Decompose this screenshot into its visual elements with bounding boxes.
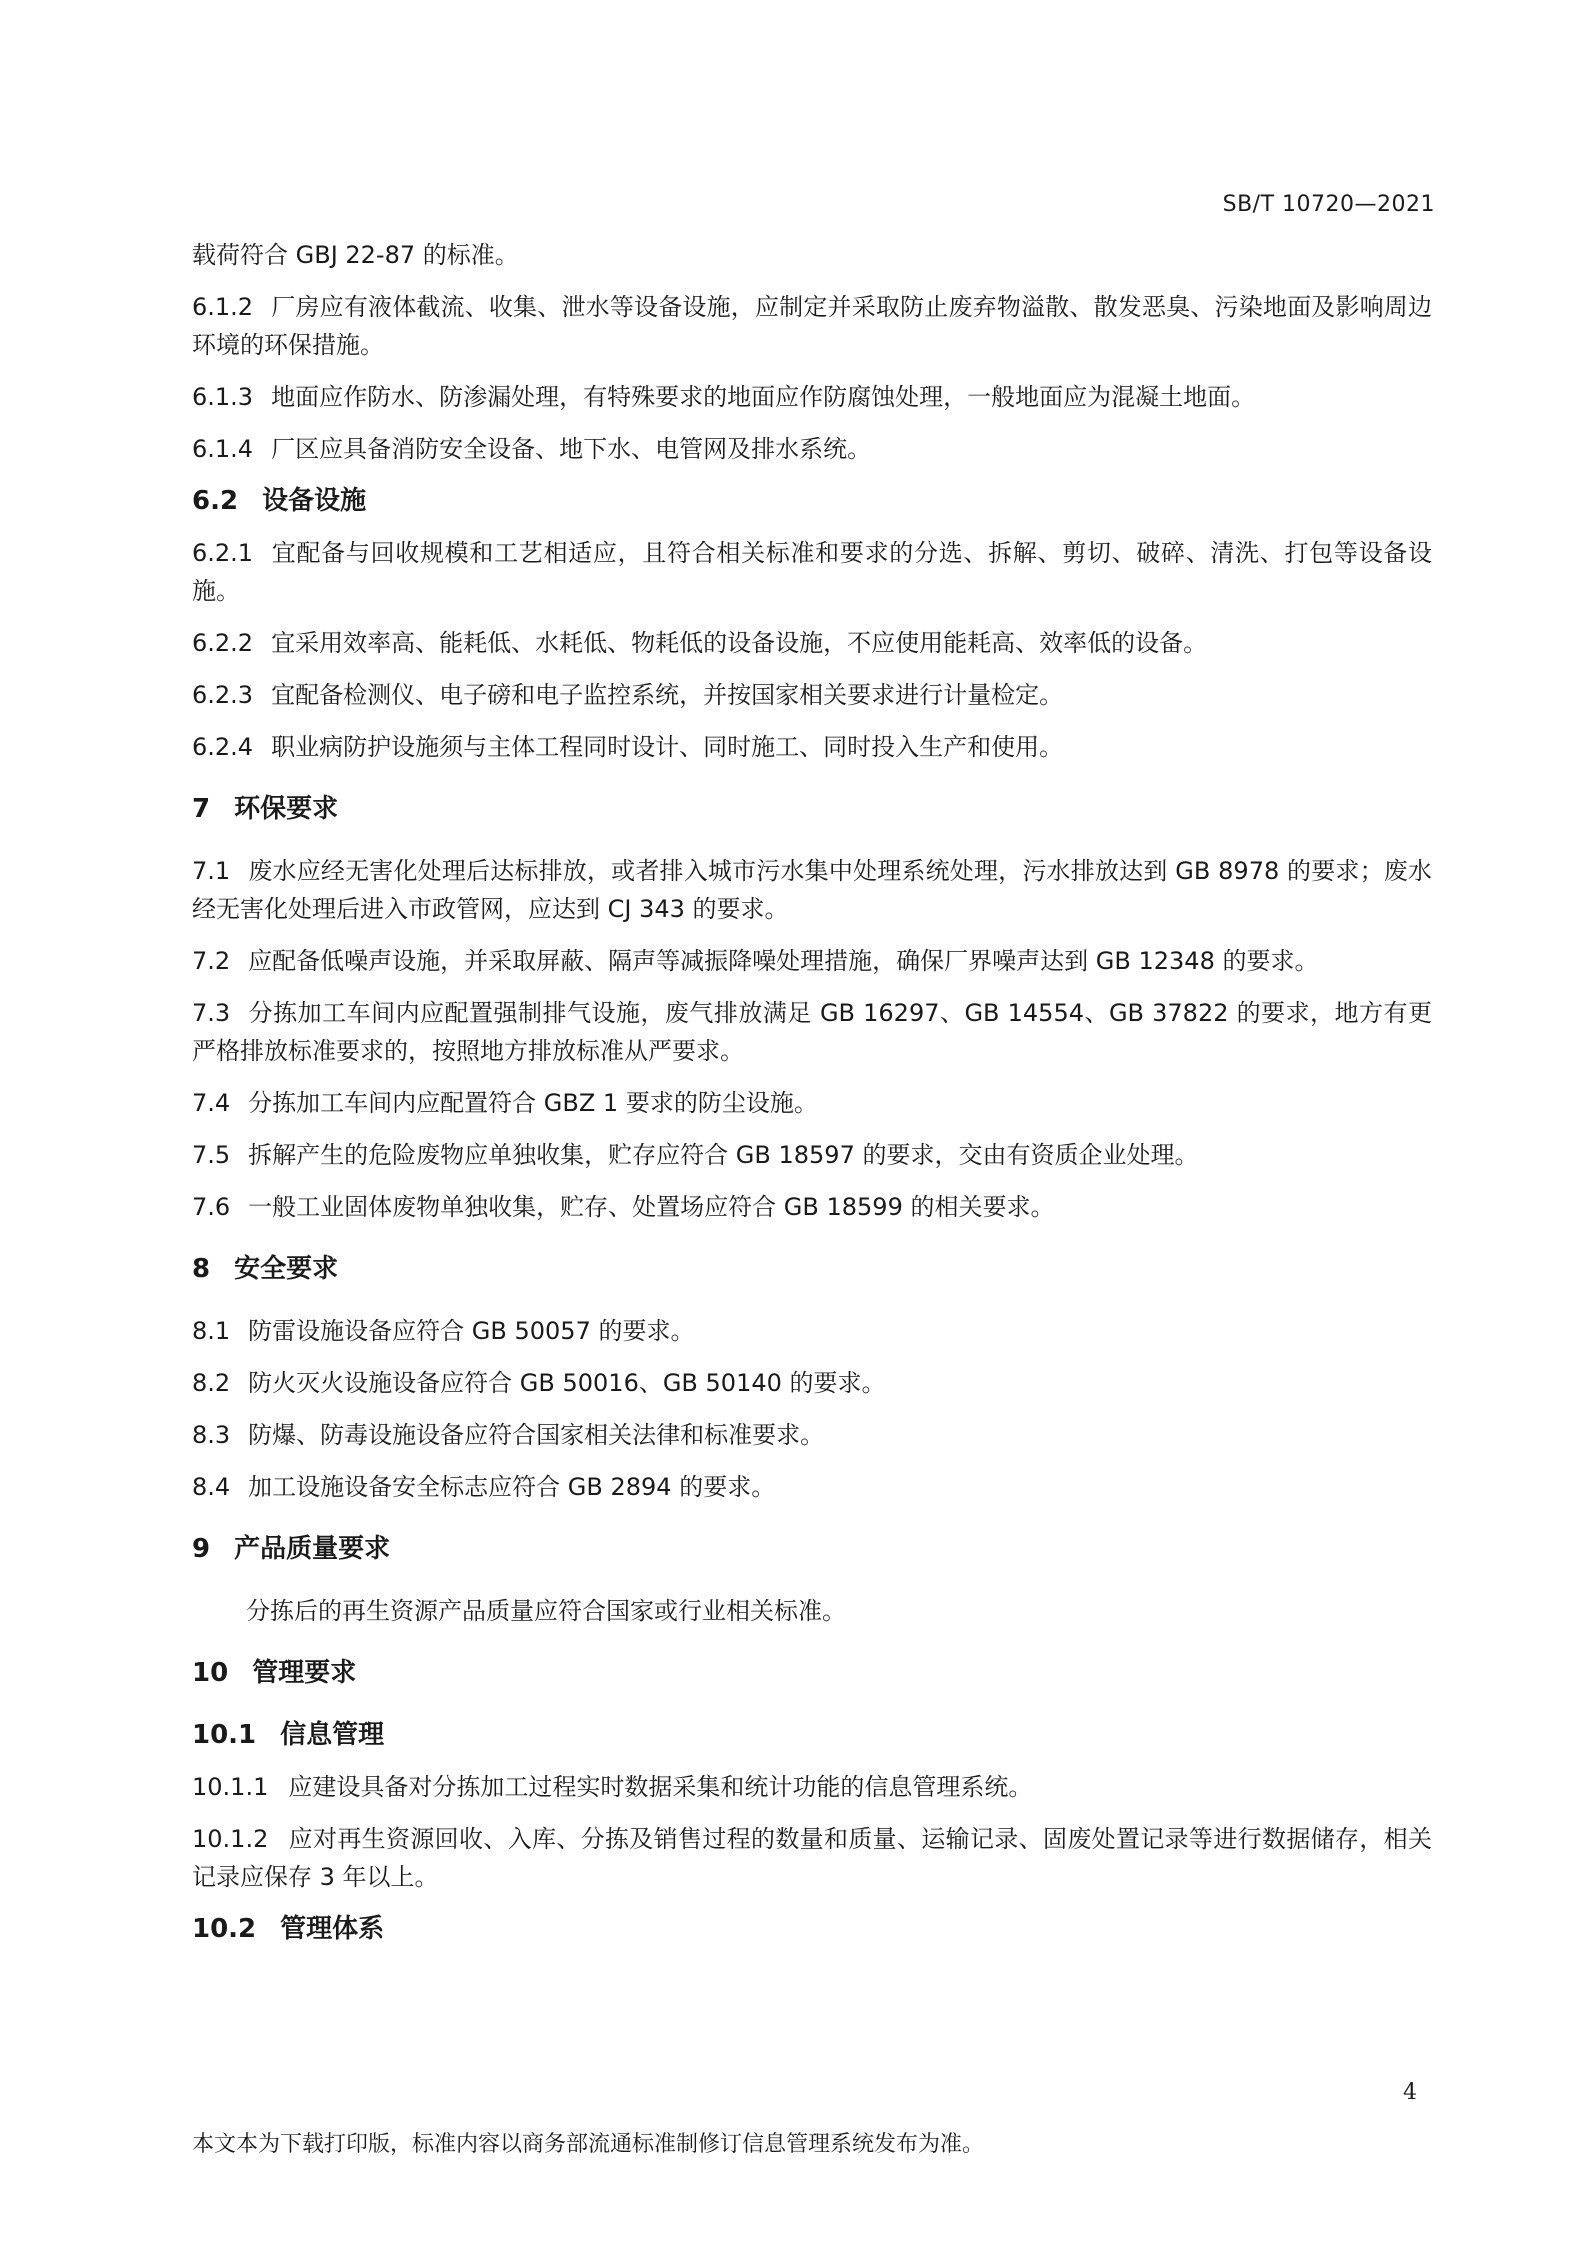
clause-paragraph — [192, 236, 1432, 274]
clause-text: 应配备低噪声设施，并采取屏蔽、隔声等减振降噪处理措施，确保厂界噪声达到 GB 12348 的要求。 — [248, 947, 1319, 975]
clause-text: 厂区应具备消防安全设备、地下水、电管网及排水系统。 — [271, 435, 872, 463]
clause-number: 7 — [192, 794, 211, 824]
clause-paragraph — [192, 1188, 1432, 1226]
clause-text: 职业病防护设施须与主体工程同时设计、同时施工、同时投入生产和使用。 — [271, 733, 1064, 761]
clause-number: 8.4 — [192, 1473, 231, 1501]
clause-number: 7.4 — [192, 1089, 231, 1117]
clause-number: 6.2.2 — [192, 629, 254, 657]
clause-text: 宜配备检测仪、电子磅和电子监控系统，并按国家相关要求进行计量检定。 — [271, 681, 1064, 709]
clause-paragraph — [192, 430, 1432, 468]
clause-text: 拆解产生的危险废物应单独收集，贮存应符合 GB 18597 的要求，交由有资质企业处理。 — [248, 1141, 1199, 1169]
clause-text: 管理要求 — [252, 1658, 357, 1688]
clause-text: 防爆、防毒设施设备应符合国家相关法律和标准要求。 — [248, 1421, 825, 1449]
standard-code: SB/T 10720—2021 — [1222, 192, 1435, 217]
clause-text: 载荷符合 GBJ 22-87 的标准。 — [192, 241, 519, 269]
chapter-heading — [192, 1250, 1432, 1288]
section-heading — [192, 482, 1432, 520]
clause-paragraph — [192, 852, 1432, 928]
section-heading — [192, 1716, 1432, 1754]
clause-number: 7.2 — [192, 947, 231, 975]
clause-paragraph — [192, 288, 1432, 364]
clause-text: 管理体系 — [280, 1914, 385, 1944]
clause-text: 宜配备与回收规模和工艺相适应，且符合相关标准和要求的分选、拆解、剪切、破碎、清洗、打包等设备设施。 — [192, 539, 1432, 605]
clause-text: 加工设施设备安全标志应符合 GB 2894 的要求。 — [248, 1473, 776, 1501]
footer-note: 本文本为下载打印版，标准内容以商务部流通标准制修订信息管理系统发布为准。 — [192, 2132, 985, 2157]
clause-text: 废水应经无害化处理后达标排放，或者排入城市污水集中处理系统处理，污水排放达到 GB 8978 的要求；废水经无害化处理后进入市政管网，应达到 CJ 343 的要求。 — [192, 857, 1432, 923]
clause-paragraph — [192, 534, 1432, 610]
clause-text: 信息管理 — [280, 1720, 385, 1750]
clause-number: 10.2 — [192, 1914, 257, 1944]
clause-number: 7.1 — [192, 857, 231, 885]
clause-number: 9 — [192, 1534, 211, 1564]
clause-text: 分拣加工车间内应配置符合 GBZ 1 要求的防尘设施。 — [248, 1089, 818, 1117]
clause-number: 6.1.4 — [192, 435, 254, 463]
clause-text: 产品质量要求 — [234, 1534, 391, 1564]
clause-text: 环保要求 — [234, 794, 339, 824]
clause-number: 6.2.1 — [192, 539, 254, 567]
clause-paragraph — [192, 1468, 1432, 1506]
clause-number: 7.5 — [192, 1141, 231, 1169]
clause-number: 10.1 — [192, 1720, 257, 1750]
clause-text: 分拣加工车间内应配置强制排气设施，废气排放满足 GB 16297、GB 14554、GB 37822 的要求，地方有更严格排放标准要求的，按照地方排放标准从严要求。 — [192, 999, 1432, 1065]
clause-paragraph — [192, 1084, 1432, 1122]
clause-number: 6.1.3 — [192, 383, 254, 411]
clause-number: 7.3 — [192, 999, 231, 1027]
chapter-heading — [192, 790, 1432, 828]
clause-number: 8 — [192, 1254, 211, 1284]
body-paragraph — [192, 1592, 1432, 1630]
chapter-heading — [192, 1654, 1432, 1692]
chapter-heading — [192, 1530, 1432, 1568]
clause-text: 设备设施 — [262, 486, 367, 516]
clause-paragraph — [192, 1416, 1432, 1454]
clause-paragraph — [192, 1364, 1432, 1402]
clause-text: 安全要求 — [234, 1254, 339, 1284]
clause-paragraph — [192, 676, 1432, 714]
clause-paragraph — [192, 942, 1432, 980]
clause-paragraph — [192, 378, 1432, 416]
clause-paragraph — [192, 1136, 1432, 1174]
clause-number: 6.2.3 — [192, 681, 254, 709]
clause-text: 应对再生资源回收、入库、分拣及销售过程的数量和质量、运输记录、固废处置记录等进行数据储存，相关记录应保存 3 年以上。 — [192, 1825, 1432, 1891]
section-heading — [192, 1910, 1432, 1948]
clause-paragraph — [192, 728, 1432, 766]
clause-paragraph — [192, 1768, 1432, 1806]
clause-text: 应建设具备对分拣加工过程实时数据采集和统计功能的信息管理系统。 — [288, 1773, 1033, 1801]
clause-number: 10.1.1 — [192, 1773, 269, 1801]
clause-number: 6.1.2 — [192, 293, 254, 321]
clause-text: 一般工业固体废物单独收集，贮存、处置场应符合 GB 18599 的相关要求。 — [248, 1193, 1055, 1221]
clause-paragraph — [192, 1820, 1432, 1896]
clause-text: 分拣后的再生资源产品质量应符合国家或行业相关标准。 — [246, 1597, 846, 1625]
clause-number: 8.2 — [192, 1369, 231, 1397]
clause-text: 宜采用效率高、能耗低、水耗低、物耗低的设备设施，不应使用能耗高、效率低的设备。 — [271, 629, 1208, 657]
clause-text: 防雷设施设备应符合 GB 50057 的要求。 — [248, 1317, 695, 1345]
clause-number: 10.1.2 — [192, 1825, 269, 1853]
clause-number: 8.3 — [192, 1421, 231, 1449]
clause-text: 地面应作防水、防渗漏处理，有特殊要求的地面应作防腐蚀处理，一般地面应为混凝土地面。 — [271, 383, 1256, 411]
clause-text: 厂房应有液体截流、收集、泄水等设备设施，应制定并采取防止废弃物溢散、散发恶臭、污染地面及影响周边环境的环保措施。 — [192, 293, 1432, 359]
clause-number: 6.2 — [192, 486, 239, 516]
clause-number: 6.2.4 — [192, 733, 254, 761]
clause-paragraph — [192, 1312, 1432, 1350]
clause-text: 防火灭火设施设备应符合 GB 50016、GB 50140 的要求。 — [248, 1369, 886, 1397]
clause-paragraph — [192, 994, 1432, 1070]
clause-number: 8.1 — [192, 1317, 231, 1345]
clause-number: 7.6 — [192, 1193, 231, 1221]
clause-number: 10 — [192, 1658, 229, 1688]
page-number: 4 — [1403, 2080, 1417, 2105]
clause-paragraph — [192, 624, 1432, 662]
document-body — [192, 236, 1432, 1962]
